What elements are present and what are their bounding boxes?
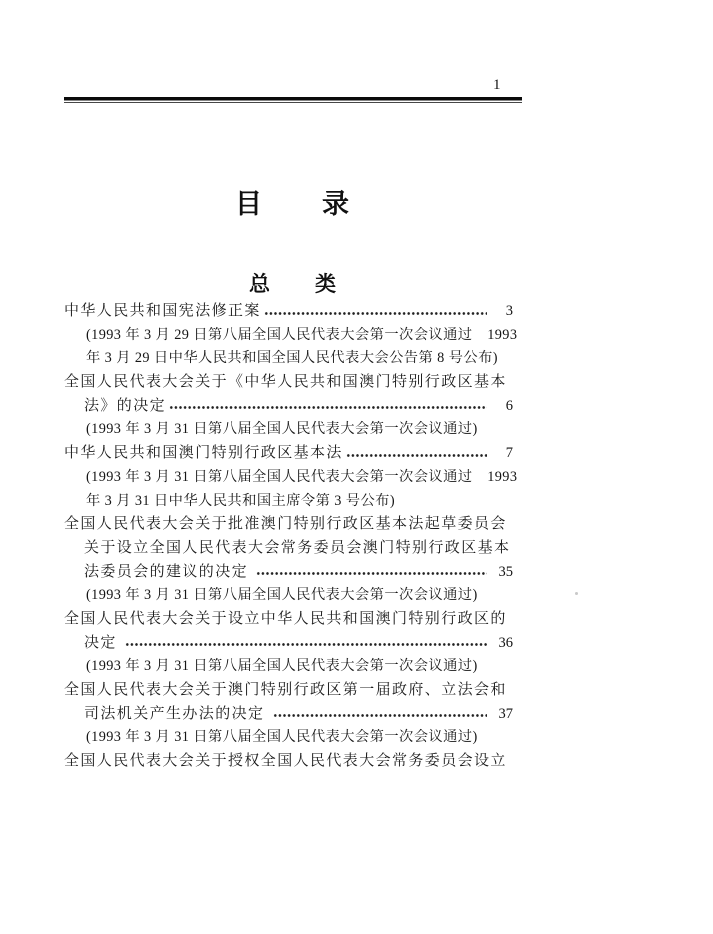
page-ref: 6 bbox=[505, 397, 513, 414]
toc-line-text: (1993 年 3 月 29 日第八届全国人民代表大会第一次会议通过 1993 bbox=[86, 326, 518, 343]
section-heading: 总 类 bbox=[249, 273, 337, 296]
toc-line-text: 中华人民共和国宪法修正案 bbox=[64, 303, 261, 319]
toc-entry-line bbox=[64, 513, 522, 537]
toc-entry-line bbox=[64, 300, 522, 324]
toc-line-text: 全国人民代表大会关于设立中华人民共和国澳门特别行政区的 bbox=[64, 610, 507, 627]
toc-entry-line bbox=[64, 703, 522, 727]
page-ref: 37 bbox=[498, 705, 513, 722]
toc-line-text: 年 3 月 31 日中华人民共和国主席令第 3 号公布) bbox=[86, 492, 396, 509]
page-ref: 36 bbox=[498, 634, 513, 651]
toc-note-line bbox=[64, 655, 522, 679]
toc-line-text: (1993 年 3 月 31 日第八届全国人民代表大会第一次会议通过) bbox=[86, 658, 478, 675]
dot-leader bbox=[273, 703, 487, 727]
toc-line-text: 法委员会的建议的决定 bbox=[84, 563, 254, 580]
toc-entry-line bbox=[64, 442, 522, 466]
toc-entry-line bbox=[64, 561, 522, 585]
dot-leader bbox=[256, 561, 487, 585]
dot-leader bbox=[346, 442, 487, 466]
toc-note-line bbox=[64, 726, 522, 750]
toc-entry-line bbox=[64, 608, 522, 632]
page-ref: 7 bbox=[505, 445, 513, 462]
page-title: 目 录 bbox=[235, 189, 351, 219]
toc-note-line bbox=[64, 584, 522, 608]
toc-line-text: 全国人民代表大会关于授权全国人民代表大会常务委员会设立 bbox=[64, 753, 507, 770]
page-ref: 35 bbox=[498, 563, 513, 580]
toc-line-text: (1993 年 3 月 31 日第八届全国人民代表大会第一次会议通过 1993 bbox=[86, 468, 518, 485]
toc-line-text: 全国人民代表大会关于批准澳门特别行政区基本法起草委员会 bbox=[64, 516, 507, 533]
toc-line-text: (1993 年 3 月 31 日第八届全国人民代表大会第一次会议通过) bbox=[86, 421, 478, 438]
toc-note-line bbox=[64, 324, 522, 348]
toc-note-line bbox=[64, 466, 522, 490]
toc-note-line bbox=[64, 347, 522, 371]
toc-line-text: 司法机关产生办法的决定 bbox=[84, 705, 270, 722]
toc-entry-line bbox=[64, 371, 522, 395]
toc-line-text: 关于设立全国人民代表大会常务委员会澳门特别行政区基本 bbox=[84, 539, 511, 556]
toc-line-text: 决定 bbox=[84, 634, 122, 651]
toc-entry-line bbox=[64, 679, 522, 703]
header-double-rule bbox=[64, 97, 522, 104]
toc-line-text: (1993 年 3 月 31 日第八届全国人民代表大会第一次会议通过) bbox=[86, 729, 478, 746]
scan-speck bbox=[575, 592, 578, 595]
dot-leader bbox=[264, 300, 487, 324]
page-number: 1 bbox=[493, 77, 501, 93]
toc-note-line bbox=[64, 490, 522, 514]
dot-leader bbox=[125, 632, 487, 656]
page-ref: 3 bbox=[505, 303, 513, 319]
toc-line-text: 全国人民代表大会关于《中华人民共和国澳门特别行政区基本 bbox=[64, 374, 507, 391]
toc-list bbox=[64, 300, 522, 774]
toc-line-text: 全国人民代表大会关于澳门特别行政区第一届政府、立法会和 bbox=[64, 682, 507, 698]
toc-entry-line bbox=[64, 750, 522, 774]
toc-line-text: 中华人民共和国澳门特别行政区基本法 bbox=[64, 445, 343, 462]
toc-note-line bbox=[64, 418, 522, 442]
toc-entry-line bbox=[64, 632, 522, 656]
toc-entry-line bbox=[64, 537, 522, 561]
toc-line-text: 法》的决定 bbox=[84, 397, 167, 414]
toc-line-text: 年 3 月 29 日中华人民共和国全国人民代表大会公告第 8 号公布) bbox=[86, 350, 498, 367]
toc-entry-line bbox=[64, 395, 522, 419]
dot-leader bbox=[169, 395, 487, 419]
toc-line-text: (1993 年 3 月 31 日第八届全国人民代表大会第一次会议通过) bbox=[86, 587, 478, 604]
